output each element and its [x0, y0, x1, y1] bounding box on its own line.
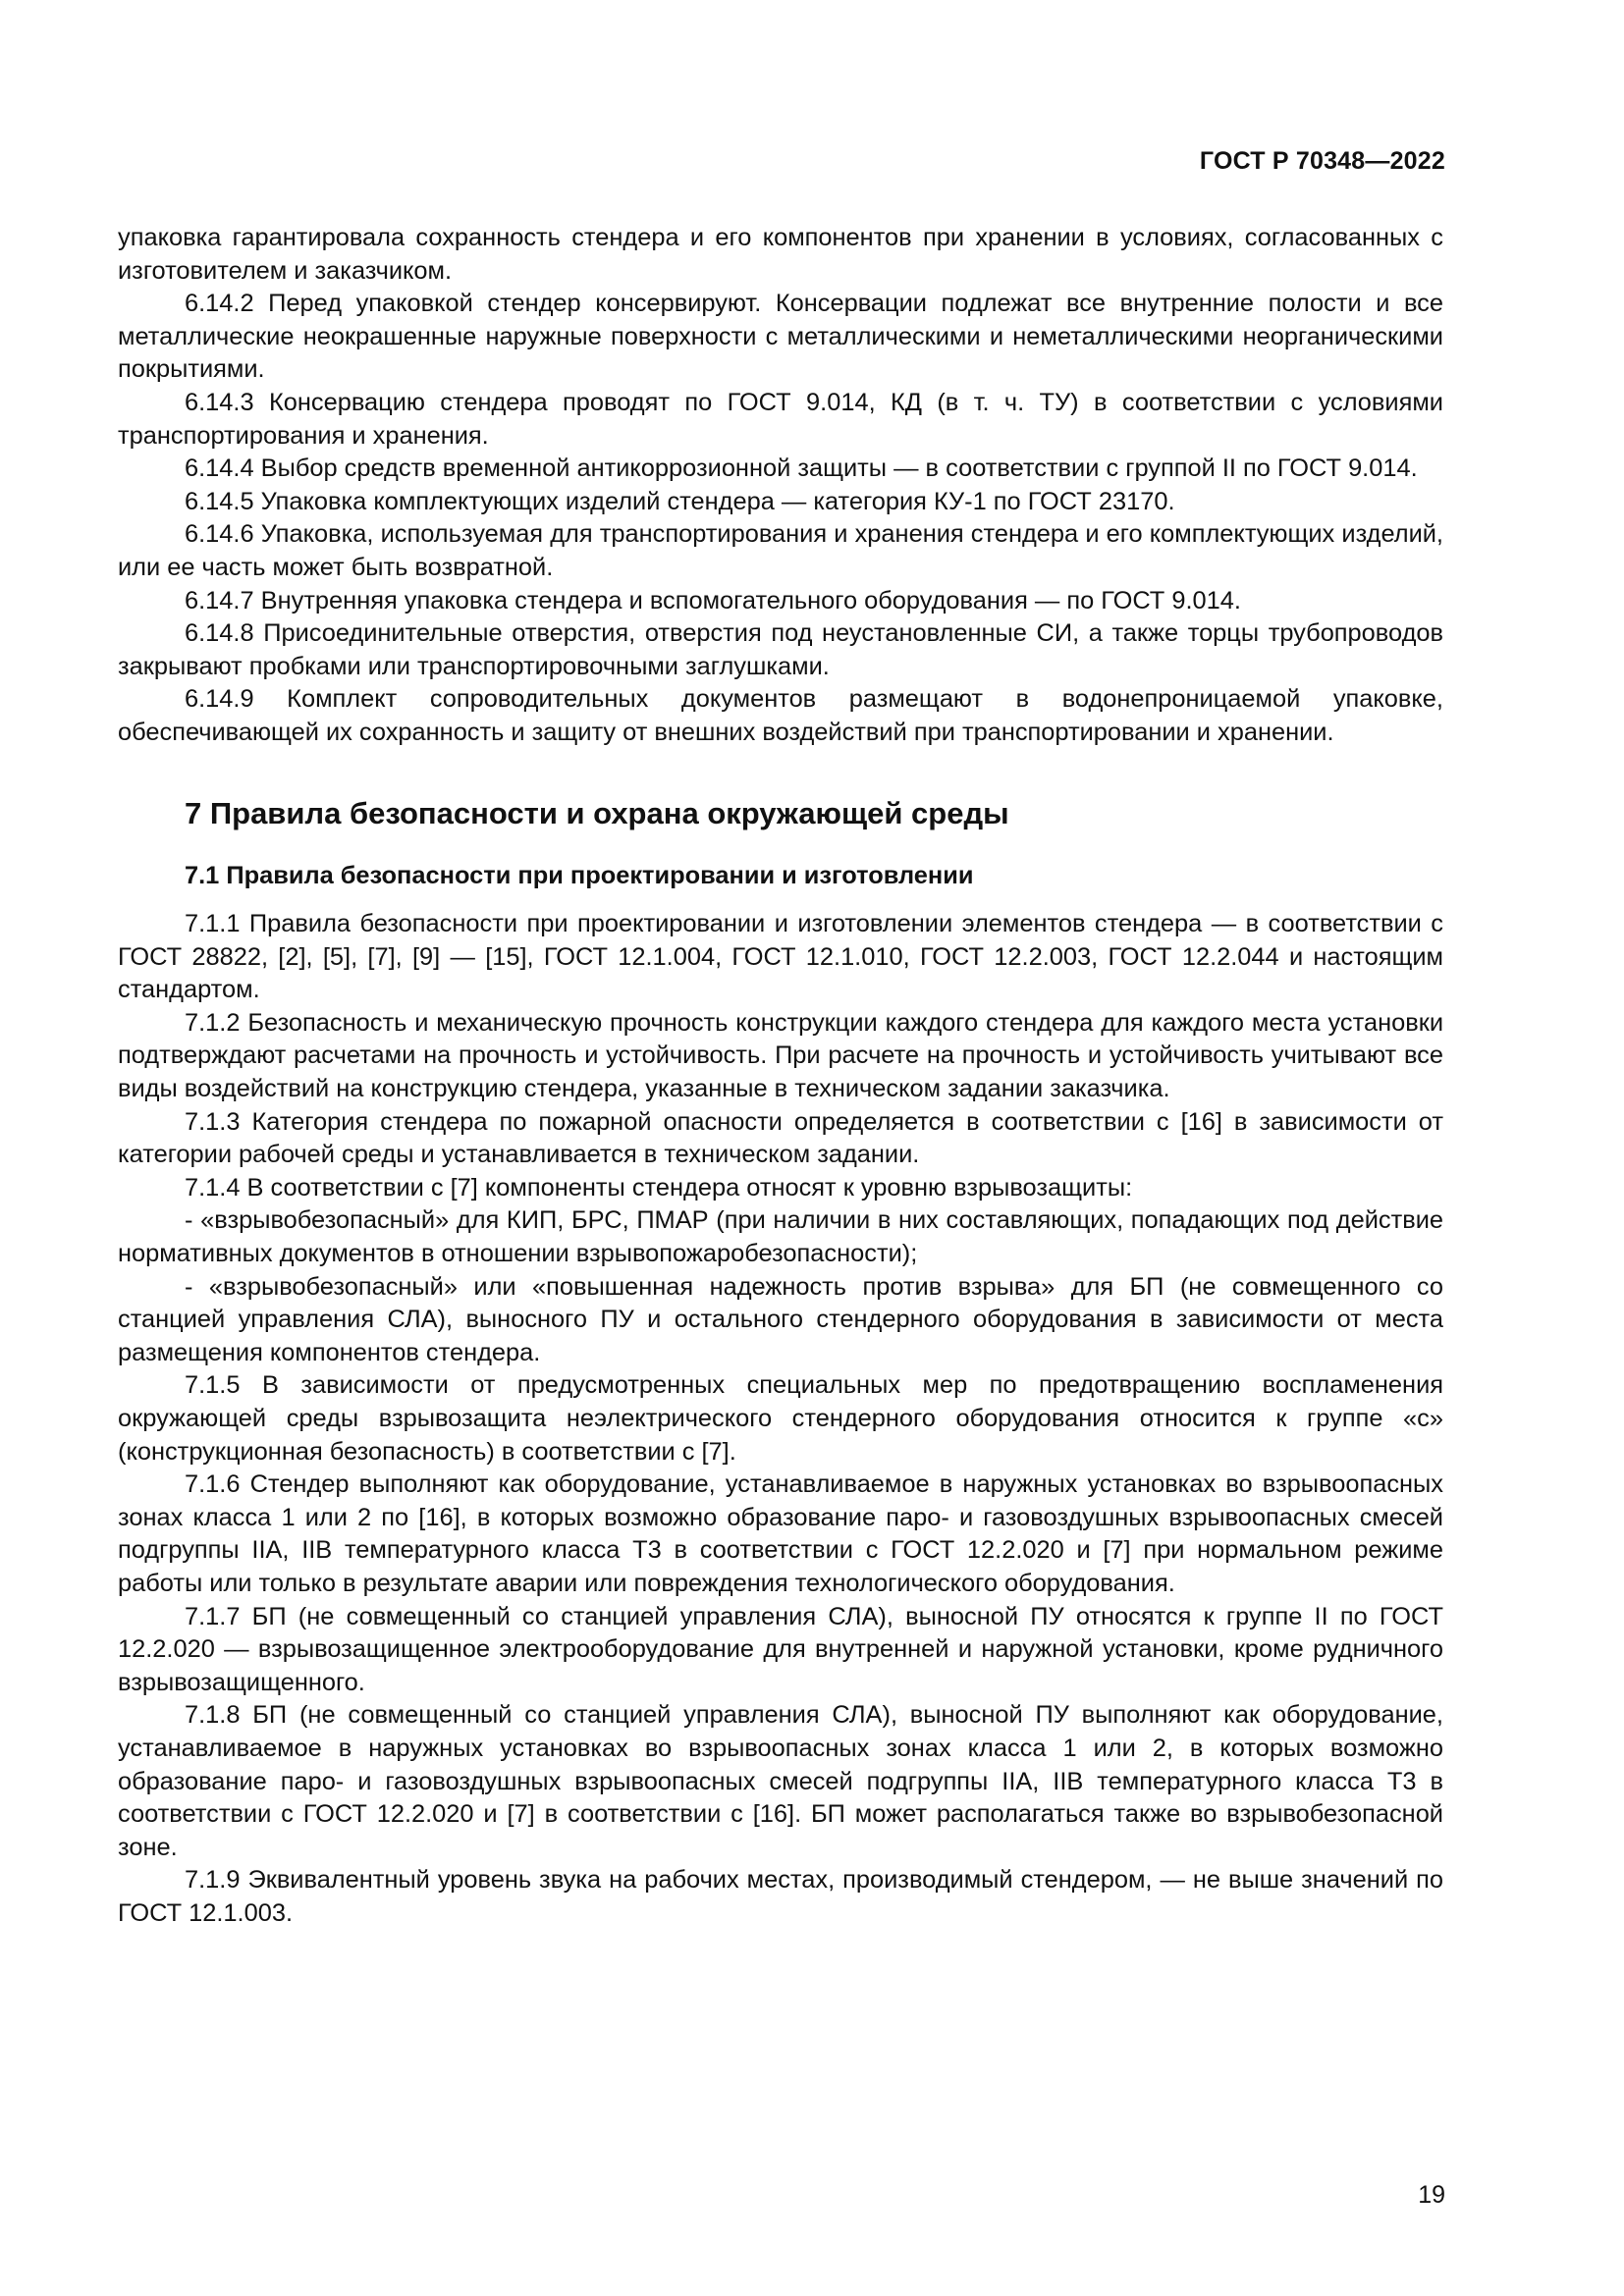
paragraph: 6.14.4 Выбор средств временной антикоррозионной защиты — в соответствии с группой II по ГОСТ 9.014. [185, 454, 1418, 483]
paragraph: 6.14.6 Упаковка, используемая для транспортирования и хранения стендера и его комплектующих изделий, или ее часть может быть возвратной. [118, 520, 1443, 581]
paragraph: 7.1.8 БП (не совмещенный со станцией управления СЛА), выносной ПУ выполняют как оборудование, устанавливаемое в наружных установках во взрывоопасных зонах класса 1 или 2, в которых возможно образование паро- и газовоздушных взрывоопасных смесей подгруппы IIA, IIB температурного класса Т3 в соответствии с ГОСТ 12.2.020 и [7] в соответствии с [16]. БП может располагаться также во взрывобезопасной зоне. [118, 1701, 1443, 1861]
paragraph: 7.1.2 Безопасность и механическую прочность конструкции каждого стендера для каждого места установки подтверждают расчетами на прочность и устойчивость. При расчете на прочность и устойчивость учитывают все виды воздействий на конструкцию стендера, указанные в техническом задании заказчика. [118, 1008, 1443, 1103]
paragraph: 7.1.4 В соответствии с [7] компоненты стендера относят к уровню взрывозащиты: [185, 1173, 1133, 1201]
paragraph: 6.14.5 Упаковка комплектующих изделий стендера — категория КУ-1 по ГОСТ 23170. [185, 487, 1175, 515]
document-body [118, 222, 1443, 1931]
page-number: 19 [1418, 2181, 1445, 2209]
section-heading: 7 Правила безопасности и охрана окружающей среды [185, 795, 1009, 830]
paragraph: 6.14.2 Перед упаковкой стендер консервируют. Консервации подлежат все внутренние полости и все металлические неокрашенные наружные поверхности с металлическими и неметаллическими неорганическими покрытиями. [118, 290, 1443, 384]
paragraph: 6.14.3 Консервацию стендера проводят по ГОСТ 9.014, КД (в т. ч. ТУ) в соответствии с условиями транспортирования и хранения. [118, 388, 1443, 450]
paragraph: 6.14.8 Присоединительные отверстия, отверстия под неустановленные СИ, а также торцы трубопроводов закрывают пробками или транспортировочными заглушками. [118, 619, 1443, 680]
document-code-header: ГОСТ Р 70348—2022 [1199, 147, 1445, 175]
paragraph: упаковка гарантировала сохранность стендера и его компонентов при хранении в условиях, согласованных с изготовителем и заказчиком. [118, 224, 1443, 285]
subsection-heading: 7.1 Правила безопасности при проектировании и изготовлении [185, 861, 974, 889]
list-item: - «взрывобезопасный» или «повышенная надежность против взрыва» для БП (не совмещенного со станцией управления СЛА), выносного ПУ и остального стендерного оборудования в зависимости от места размещения компонентов стендера. [118, 1272, 1443, 1366]
paragraph: 6.14.7 Внутренняя упаковка стендера и вспомогательного оборудования — по ГОСТ 9.014. [185, 586, 1241, 614]
paragraph: 7.1.9 Эквивалентный уровень звука на рабочих местах, производимый стендером, — не выше значений по ГОСТ 12.1.003. [118, 1866, 1443, 1927]
paragraph: 7.1.7 БП (не совмещенный со станцией управления СЛА), выносной ПУ относятся к группе II по ГОСТ 12.2.020 — взрывозащищенное электрооборудование для внутренней и наружной установки, кроме рудничного взрывозащищенного. [118, 1602, 1443, 1696]
section-6-14-continued [118, 222, 1443, 750]
paragraph: 7.1.3 Категория стендера по пожарной опасности определяется в соответствии с [16] в зависимости от категории рабочей среды и устанавливается в техническом задании. [118, 1107, 1443, 1169]
paragraph: 7.1.5 В зависимости от предусмотренных специальных мер по предотвращению воспламенения окружающей среды взрывозащита неэлектрического стендерного оборудования относится к группе «с» (конструкционная безопасность) в соответствии с [7]. [118, 1371, 1443, 1466]
paragraph: 7.1.1 Правила безопасности при проектировании и изготовлении элементов стендера — в соответствии с ГОСТ 28822, [2], [5], [7], [9] — [15], ГОСТ 12.1.004, ГОСТ 12.1.010, ГОСТ 12.2.003, ГОСТ 12.2.044 и настоящим стандартом. [118, 910, 1443, 1004]
section-7-1-content [118, 908, 1443, 1930]
list-item: - «взрывобезопасный» для КИП, БРС, ПМАР (при наличии в них составляющих, попадающих под действие нормативных документов в отношении взрывопожаробезопасности); [118, 1206, 1443, 1268]
paragraph: 7.1.6 Стендер выполняют как оборудование, устанавливаемое в наружных установках во взрывоопасных зонах класса 1 или 2 по [16], в которых возможно образование паро- и газовоздушных взрывоопасных смесей подгруппы IIA, IIB температурного класса Т3 в соответствии с ГОСТ 12.2.020 и [7] при нормальном режиме работы или только в результате аварии или повреждения технологического оборудования. [118, 1470, 1443, 1597]
paragraph: 6.14.9 Комплект сопроводительных документов размещают в водонепроницаемой упаковке, обеспечивающей их сохранность и защиту от внешних воздействий при транспортировании и хранении. [118, 685, 1443, 746]
